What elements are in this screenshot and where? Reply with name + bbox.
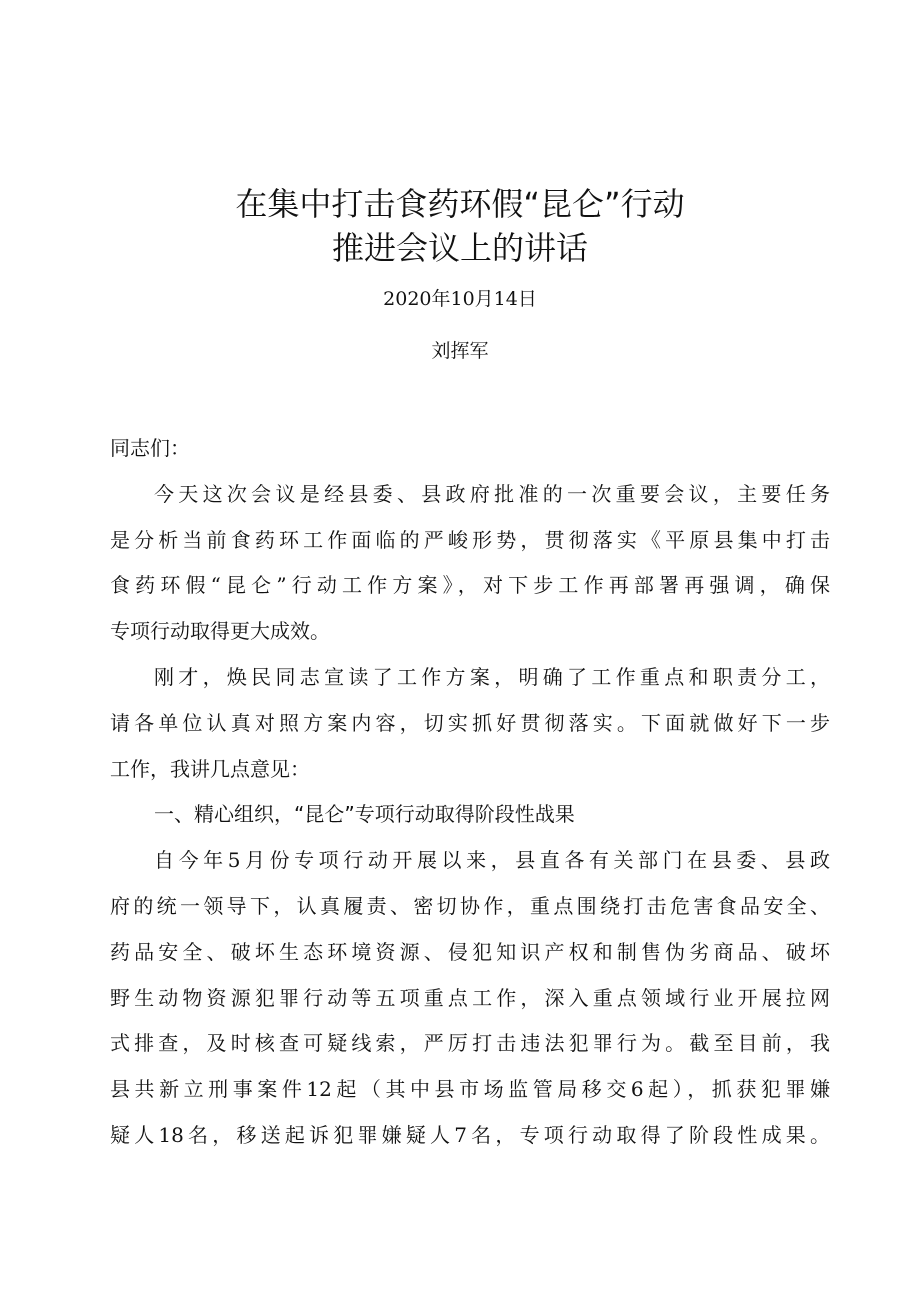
paragraph-1-line: 食药环假“昆仑”行动工作方案》，对下步工作再部署再强调，确保 xyxy=(110,573,830,598)
paragraph-1-line: 是分析当前食药环工作面临的严峻形势，贯彻落实《平原县集中打击 xyxy=(110,527,830,552)
section-1-heading: 一、精心组织，“昆仑”专项行动取得阶段性战果 xyxy=(154,802,575,827)
paragraph-3-line: 疑人18名，移送起诉犯罪嫌疑人7名，专项行动取得了阶段性成果。 xyxy=(110,1122,830,1147)
paragraph-2-line: 工作，我讲几点意见： xyxy=(110,756,310,781)
document-body xyxy=(110,426,830,1159)
document-title-line-2: 推进会议上的讲话 xyxy=(331,229,588,267)
paragraph-1-line: 今天这次会议是经县委、县政府批准的一次重要会议，主要任务 xyxy=(154,481,830,506)
paragraph-3-line: 自今年5月份专项行动开展以来，县直各有关部门在县委、县政 xyxy=(154,848,830,873)
document-title-line-1: 在集中打击食药环假“昆仑”行动 xyxy=(235,185,685,223)
paragraph-2-line: 刚才，焕民同志宣读了工作方案，明确了工作重点和职责分工， xyxy=(154,664,830,689)
paragraph-1-line: 专项行动取得更大成效。 xyxy=(110,619,330,644)
speech-date: 2020年10月14日 xyxy=(383,288,537,310)
salutation: 同志们： xyxy=(110,436,190,460)
speech-author: 刘挥军 xyxy=(431,340,489,362)
paragraph-3-line: 府的统一领导下，认真履责、密切协作，重点围绕打击危害食品安全、 xyxy=(110,893,830,918)
paragraph-3-line: 野生动物资源犯罪行动等五项重点工作，深入重点领域行业开展拉网 xyxy=(110,985,830,1010)
paragraph-3-line: 式排查，及时核查可疑线索，严厉打击违法犯罪行为。截至目前，我 xyxy=(110,1031,830,1056)
paragraph-3-line: 药品安全、破坏生态环境资源、侵犯知识产权和制售伪劣商品、破坏 xyxy=(110,939,830,964)
paragraph-2-line: 请各单位认真对照方案内容，切实抓好贯彻落实。下面就做好下一步 xyxy=(110,710,830,735)
paragraph-3-line: 县共新立刑事案件12起（其中县市场监管局移交6起），抓获犯罪嫌 xyxy=(110,1077,830,1102)
